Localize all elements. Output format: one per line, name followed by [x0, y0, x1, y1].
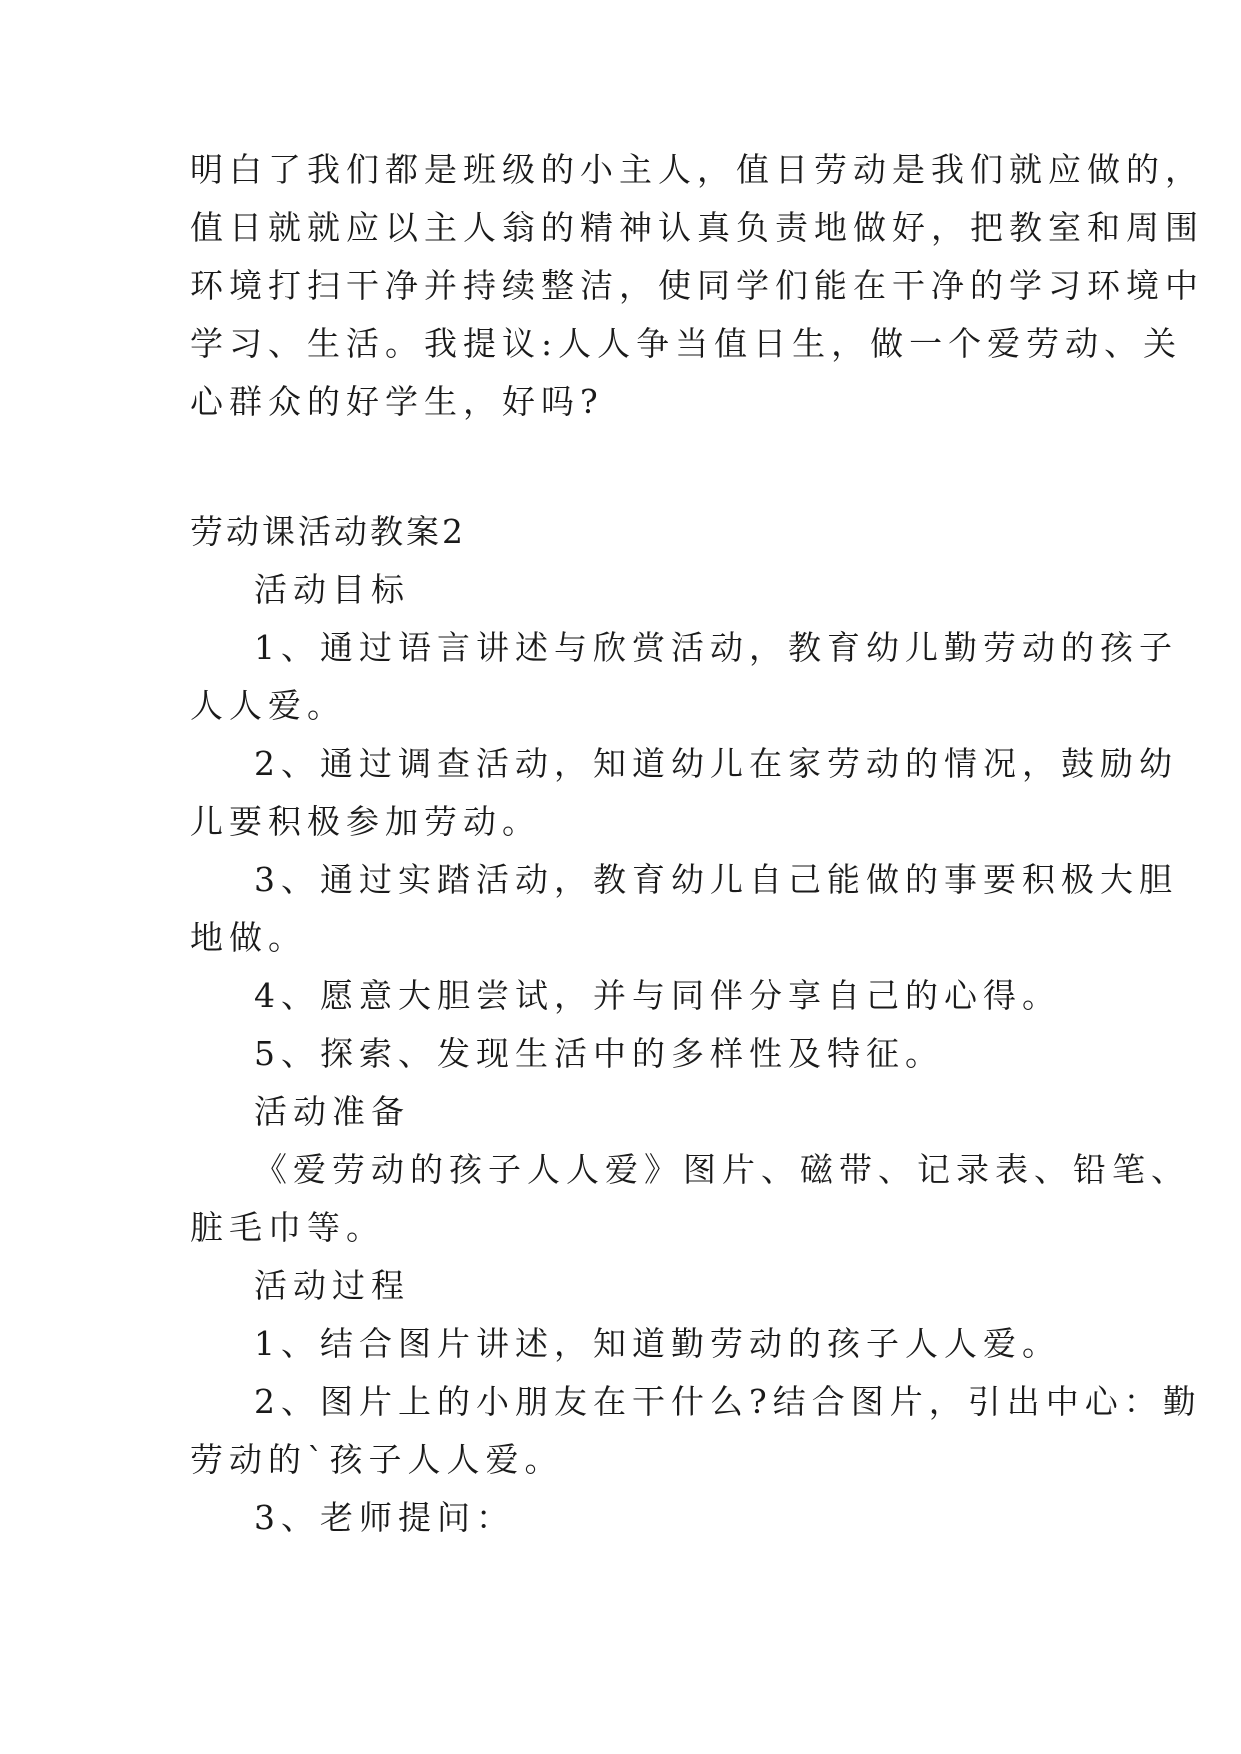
- prep-line: 脏毛巾等。: [190, 1208, 385, 1247]
- intro-line: 明白了我们都是班级的小主人，值日劳动是我们就应做的，: [190, 150, 1204, 189]
- prep-line: 《爱劳动的孩子人人爱》图片、磁带、记录表、铅笔、: [254, 1150, 1190, 1189]
- goal-line: 地做。: [190, 918, 307, 957]
- intro-line: 心群众的好学生，好吗?: [190, 382, 604, 421]
- goal-line: 2、通过调查活动，知道幼儿在家劳动的情况，鼓励幼: [254, 744, 1178, 783]
- process-line: 劳动的`孩子人人爱。: [190, 1440, 564, 1479]
- goal-line: 3、通过实踏活动，教育幼儿自己能做的事要积极大胆: [254, 860, 1178, 899]
- intro-line: 环境打扫干净并持续整洁，使同学们能在干净的学习环境中: [190, 266, 1204, 305]
- goal-line: 儿要积极参加劳动。: [190, 802, 541, 841]
- goals-heading: 活动目标: [254, 570, 410, 609]
- goal-line: 1、通过语言讲述与欣赏活动，教育幼儿勤劳动的孩子: [254, 628, 1178, 667]
- process-line: 1、结合图片讲述，知道勤劳动的孩子人人爱。: [254, 1324, 1061, 1363]
- intro-line: 值日就就应以主人翁的精神认真负责地做好，把教室和周围: [190, 208, 1204, 247]
- process-heading: 活动过程: [254, 1266, 410, 1305]
- section-title: 劳动课活动教案2: [190, 512, 466, 551]
- prep-heading: 活动准备: [254, 1092, 410, 1131]
- process-line: 3、老师提问：: [254, 1498, 515, 1537]
- goal-line: 4、愿意大胆尝试，并与同伴分享自己的心得。: [254, 976, 1061, 1015]
- goal-line: 人人爱。: [190, 686, 346, 725]
- intro-line: 学习、生活。我提议:人人争当值日生，做一个爱劳动、关: [190, 324, 1183, 363]
- goal-line: 5、探索、发现生活中的多样性及特征。: [254, 1034, 944, 1073]
- process-line: 2、图片上的小朋友在干什么?结合图片，引出中心：勤: [254, 1382, 1202, 1421]
